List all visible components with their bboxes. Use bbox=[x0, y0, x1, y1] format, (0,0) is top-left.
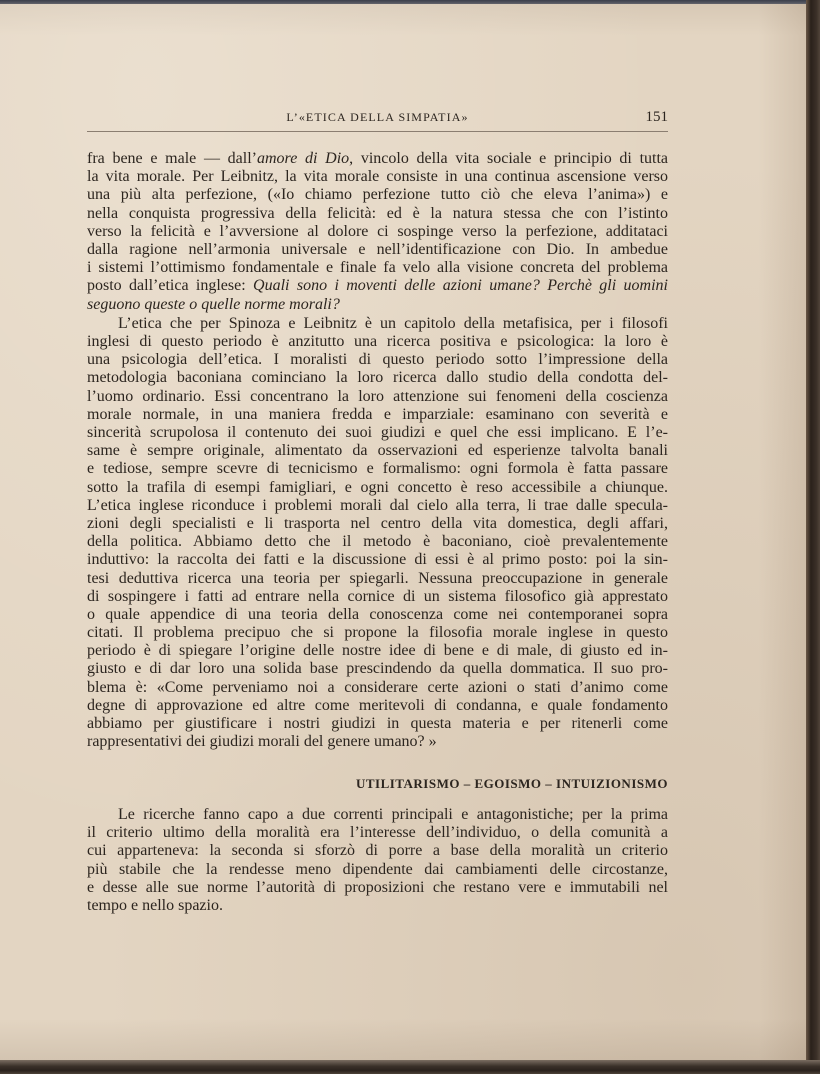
running-header bbox=[87, 108, 668, 126]
text-line: periodo è di spiegare l’origine delle nostre idee di bene e di male, di giusto ed in- bbox=[87, 642, 668, 660]
text-line: induttivo: la raccolta dei fatti e la discussione di essi è al primo posto: poi la sin- bbox=[87, 551, 668, 569]
text-line: sincerità scrupolosa il contenuto dei suoi giudizi e quel che essi implicano. E l’e- bbox=[87, 424, 668, 441]
text-line: una più alta perfezione, («Io chiamo perfezione tutto ciò che eleva l’anima») e bbox=[87, 186, 668, 204]
section-text bbox=[87, 806, 668, 915]
line-segment: fra bene e male — dall’ bbox=[87, 150, 257, 167]
text-line: citati. Il problema precipuo che si propone la filosofia morale inglese in questo bbox=[87, 624, 668, 642]
italic-phrase: Quali sono i moventi delle azioni umane? Perchè gli uomini bbox=[253, 277, 668, 295]
text-line: L’etica inglese riconduce i problemi morali dal cielo alla terra, li trae dalle specula- bbox=[87, 496, 668, 514]
text-line: una psicologia dell’etica. I moralisti di questo periodo sotto l’impressione della bbox=[87, 351, 668, 369]
text-line: di sospingere i fatti ad entrare nella cornice di un sistema filosofico già apprestato bbox=[87, 587, 668, 605]
italic-phrase: seguono queste o quelle norme morali? bbox=[87, 295, 340, 313]
text-line bbox=[87, 296, 668, 314]
text-line: cui apparteneva: la seconda si sforzò di porre a base della moralità un criterio bbox=[87, 842, 668, 860]
text-line bbox=[87, 277, 668, 295]
text-line: o quale appendice di una teoria della conoscenza come nei contemporanei sopra bbox=[87, 605, 668, 623]
text-line: same è sempre originale, alimentato da osservazioni ed esperienze talvolta banali bbox=[87, 442, 668, 460]
text-line: blema è: «Come perveniamo noi a considerare certe azioni o stati d’animo come bbox=[87, 678, 668, 696]
line-segment: , vincolo della vita sociale e principio di tutta bbox=[349, 150, 668, 167]
text-line bbox=[87, 150, 668, 168]
text-line: tempo e nello spazio. bbox=[87, 896, 223, 914]
text-line: degne di approvazione ed altre come meritevoli di condanna, e quale fondamento bbox=[87, 696, 668, 714]
text-line: zioni degli specialisti e li trasporta nel centro della vita domestica, degli affari, bbox=[87, 514, 668, 532]
text-line: e desse alle sue norme l’autorità di proposizioni che restano vere e immutabili nel bbox=[87, 878, 668, 896]
text-line: nella conquista progressiva della felicità: ed è la natura stessa che con l’istinto bbox=[87, 204, 668, 222]
running-title: L’«ETICA DELLA SIMPATIA» bbox=[286, 110, 469, 124]
scan-edge-right bbox=[806, 0, 820, 1074]
scan-edge-bottom bbox=[0, 1060, 820, 1074]
page-number: 151 bbox=[645, 109, 668, 125]
body-text bbox=[87, 150, 668, 751]
text-line: più stabile che la rendesse meno dipendente dai cambiamenti delle circostanze, bbox=[87, 860, 668, 878]
text-line: L’etica che per Spinoza e Leibnitz è un capitolo della metafisica, per i filosofi bbox=[118, 314, 668, 332]
paragraph bbox=[87, 150, 668, 314]
text-line: metodologia baconiana cominciano la loro ricerca dallo studio della condotta del- bbox=[87, 369, 668, 387]
text-line: l’uomo ordinario. Essi concentrano la loro attenzione sui fenomeni della coscienza bbox=[87, 387, 668, 405]
line-segment: posto dall’etica inglese: bbox=[87, 277, 254, 295]
text-line: abbiamo per giustificare i nostri giudizi in questa materia e per ritenerli come bbox=[87, 715, 668, 732]
text-line: verso la felicità e l’avversione al dolore ci sospinge verso la perfezione, additataci bbox=[87, 222, 668, 240]
text-line: rappresentativi dei giudizi morali del genere umano? » bbox=[87, 733, 437, 751]
text-line: tesi deduttiva ricerca una teoria per spiegarli. Nessuna preoccupazione in generale bbox=[87, 569, 668, 587]
text-line: Le ricerche fanno capo a due correnti principali e antagonistiche; per la prima bbox=[118, 806, 668, 823]
text-line: sotto la trafila di esempi famigliari, e ogni concetto è reso accessibile a chiunque. bbox=[87, 478, 668, 496]
paragraph bbox=[87, 806, 668, 915]
text-line: giusto e di dar loro una solida base prescindendo da quella dommatica. Il suo pro- bbox=[87, 660, 668, 678]
text-line: i sistemi l’ottimismo fondamentale e finale fa velo alla visione concreta del problema bbox=[87, 259, 668, 277]
italic-phrase: amore di Dio bbox=[257, 150, 350, 167]
text-line: il criterio ultimo della moralità era l’interesse dell’individuo, o della comunità a bbox=[87, 824, 668, 842]
text-line: morale normale, in una maniera fredda e imparziale: esaminano con severità e bbox=[87, 405, 668, 423]
text-line: dalla ragione nell’armonia universale e nell’identificazione con Dio. In ambedue bbox=[87, 240, 668, 258]
header-rule bbox=[87, 131, 668, 132]
paragraph bbox=[87, 315, 668, 752]
text-line: della politica. Abbiamo detto che il metodo è baconiano, cioè prevalentemente bbox=[87, 533, 668, 551]
text-line: e tediose, sempre scevre di tecnicismo e formalismo: ogni formola è fatta passare bbox=[87, 460, 668, 478]
text-line: inglesi di questo periodo è anzitutto una ricerca positiva e psicologica: la loro è bbox=[87, 333, 668, 351]
section-heading: UTILITARISMO – EGOISMO – INTUIZIONISMO bbox=[355, 776, 668, 791]
text-line: la vita morale. Per Leibnitz, la vita morale consiste in una continua ascensione verso bbox=[87, 168, 668, 186]
